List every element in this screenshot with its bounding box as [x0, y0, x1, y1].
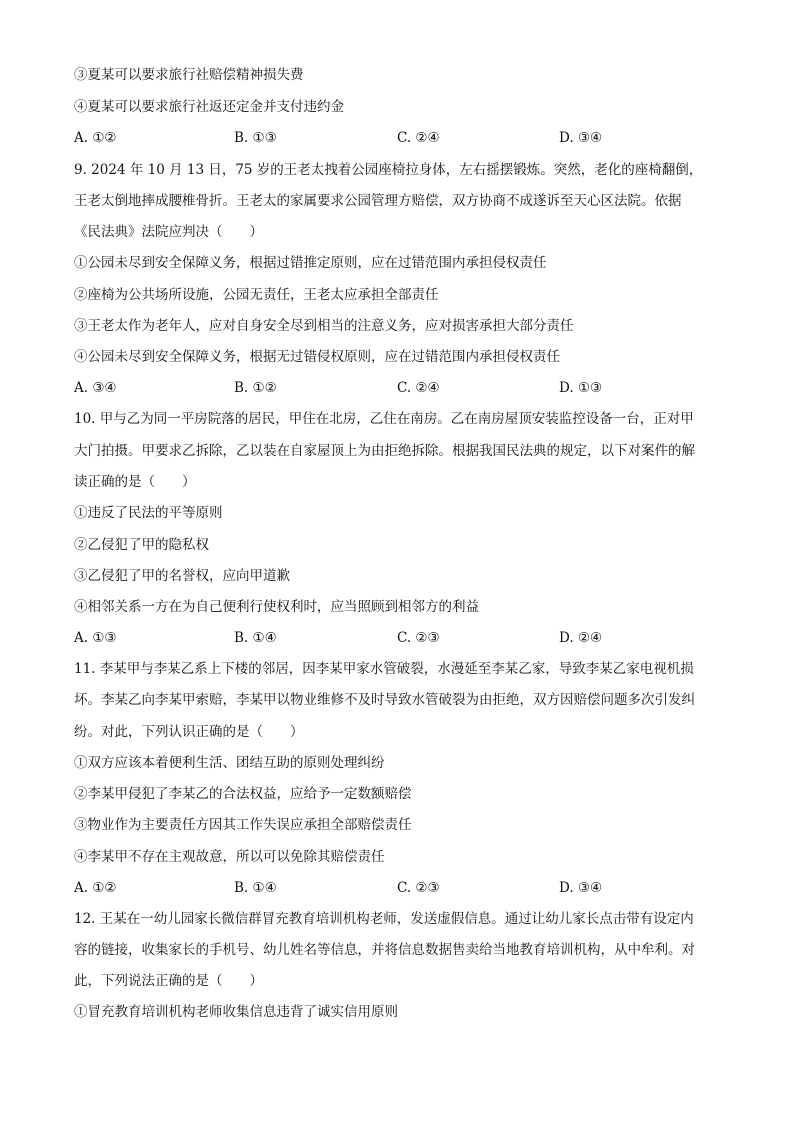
q8-statement-4: ④夏某可以要求旅行社返还定金并支付违约金: [74, 99, 344, 115]
q8-option-a: A. ①②: [74, 130, 117, 146]
q9-stem-line-2: 王老太倒地摔成腰椎骨折。王老太的家属要求公园管理方赔偿，双方协商不成遂诉至天心区法院。依据: [74, 193, 682, 209]
q10-stem-line-3: 读正确的是（ ）: [74, 474, 196, 490]
q9-statement-1: ①公园未尽到安全保障义务，根据过错推定原则，应在过错范围内承担侵权责任: [74, 255, 547, 271]
q8-statement-3: ③夏某可以要求旅行社赔偿精神损失费: [74, 67, 304, 83]
q8-option-b: B. ①③: [234, 130, 277, 146]
q9-statement-4: ④公园未尽到安全保障义务，根据无过错侵权原则，应在过错范围内承担侵权责任: [74, 349, 560, 365]
q10-statement-3: ③乙侵犯了甲的名誉权，应向甲道歉: [74, 568, 290, 584]
q11-stem-line-2: 坏。李某乙向李某甲索赔，李某甲以物业维修不及时导致水管破裂为由拒绝，双方因赔偿问题多次引发纠: [74, 692, 695, 708]
q11-option-a: A. ①②: [74, 880, 117, 896]
q10-option-c: C. ②③: [397, 630, 440, 646]
q9-option-c: C. ②④: [397, 380, 440, 396]
q9-statement-3: ③王老太作为老年人，应对自身安全尽到相当的注意义务，应对损害承担大部分责任: [74, 318, 574, 334]
q11-statement-1: ①双方应该本着便利生活、团结互助的原则处理纠纷: [74, 755, 385, 771]
q12-stem-line-2: 容的链接，收集家长的手机号、幼儿姓名等信息，并将信息数据售卖给当地教育培训机构，从中牟利。对: [74, 942, 695, 958]
q8-options: [74, 128, 724, 148]
q11-option-b: B. ①④: [234, 880, 277, 896]
q12-stem-line-3: 此，下列说法正确的是（ ）: [74, 973, 263, 989]
q10-statement-2: ②乙侵犯了甲的隐私权: [74, 537, 209, 553]
q11-option-d: D. ③④: [559, 880, 603, 896]
q11-stem-line-3: 纷。对此，下列认识正确的是（ ）: [74, 724, 304, 740]
q9-stem-line-3: 《民法典》法院应判决（ ）: [74, 224, 263, 240]
q9-stem-line-1: 9. 2024 年 10 月 13 日，75 岁的王老太拽着公园座椅拉身体，左右摇摆锻炼。突然，老化的座椅翻倒，: [74, 162, 703, 178]
q10-option-d: D. ②④: [559, 630, 603, 646]
q9-options: [74, 378, 724, 398]
q10-statement-4: ④相邻关系一方在为自己便利行使权利时，应当照顾到相邻方的利益: [74, 599, 479, 615]
q10-option-a: A. ①③: [74, 630, 117, 646]
q11-stem-line-1: 11. 李某甲与李某乙系上下楼的邻居，因李某甲家水管破裂，水漫延至李某乙家，导致李某乙家电视机损: [74, 661, 694, 677]
q9-option-b: B. ①②: [234, 380, 277, 396]
q11-option-c: C. ②③: [397, 880, 440, 896]
q10-stem-line-2: 大门拍摄。甲要求乙拆除，乙以装在自家屋顶上为由拒绝拆除。根据我国民法典的规定，以下对案件的解: [74, 443, 695, 459]
q9-option-d: D. ①③: [559, 380, 603, 396]
q12-stem-line-1: 12. 王某在一幼儿园家长微信群冒充教育培训机构老师，发送虚假信息。通过让幼儿家长点击带有设定内: [74, 911, 694, 927]
q11-statement-3: ③物业作为主要责任方因其工作失误应承担全部赔偿责任: [74, 817, 412, 833]
q8-option-d: D. ③④: [559, 130, 603, 146]
q9-option-a: A. ③④: [74, 380, 117, 396]
q9-statement-2: ②座椅为公共场所设施，公园无责任，王老太应承担全部责任: [74, 287, 439, 303]
q10-options: [74, 628, 724, 648]
q11-statement-2: ②李某甲侵犯了李某乙的合法权益，应给予一定数额赔偿: [74, 786, 412, 802]
q11-statement-4: ④李某甲不存在主观故意，所以可以免除其赔偿责任: [74, 849, 385, 865]
q10-stem-line-1: 10. 甲与乙为同一平房院落的居民，甲住在北房，乙住在南房。乙在南房屋顶安装监控设备一台，正对甲: [74, 411, 694, 427]
q8-option-c: C. ②④: [397, 130, 440, 146]
q11-options: [74, 878, 724, 898]
q10-option-b: B. ①④: [234, 630, 277, 646]
q10-statement-1: ①违反了民法的平等原则: [74, 505, 223, 521]
q12-statement-1: ①冒充教育培训机构老师收集信息违背了诚实信用原则: [74, 1004, 398, 1020]
